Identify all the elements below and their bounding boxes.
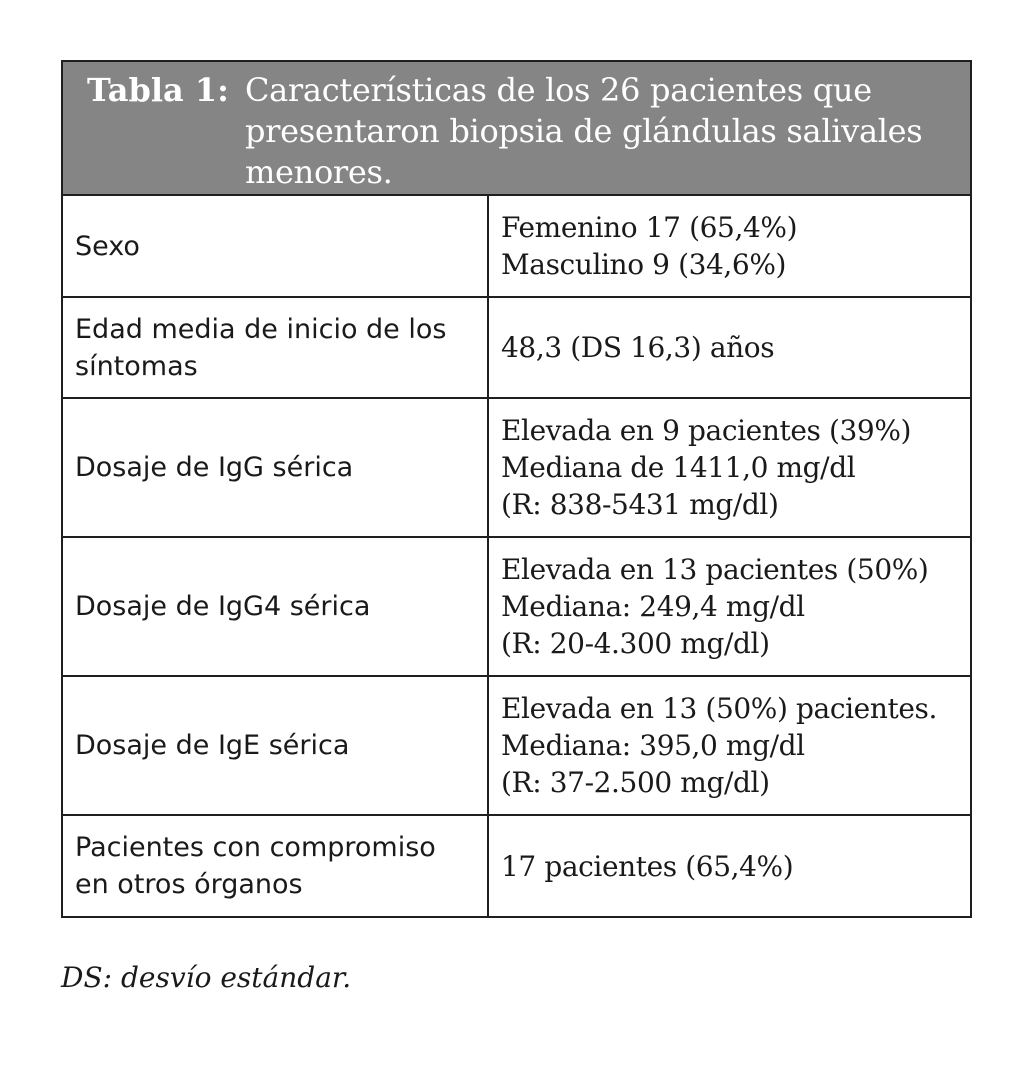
value-line: (R: 838-5431 mg/dl) bbox=[501, 488, 779, 521]
row-label-igg4: Dosaje de IgG4 sérica bbox=[63, 537, 488, 676]
table-row bbox=[63, 815, 970, 916]
table-row bbox=[63, 297, 970, 398]
row-label-organs: Pacientes con compromiso en otros órganos bbox=[63, 815, 488, 916]
row-value-organs bbox=[488, 815, 970, 916]
value-line: Mediana de 1411,0 mg/dl bbox=[501, 451, 856, 484]
row-label-igg: Dosaje de IgG sérica bbox=[63, 398, 488, 537]
value-line: (R: 20-4.300 mg/dl) bbox=[501, 627, 770, 660]
table-row bbox=[63, 196, 970, 297]
value-line: (R: 37-2.500 mg/dl) bbox=[501, 766, 770, 799]
row-value-ige bbox=[488, 676, 970, 815]
characteristics-table bbox=[61, 60, 972, 918]
value-line: Elevada en 9 pacientes (39%) bbox=[501, 414, 912, 447]
value-line: Mediana: 395,0 mg/dl bbox=[501, 729, 805, 762]
value-line: Elevada en 13 pacientes (50%) bbox=[501, 553, 929, 586]
value-line: Mediana: 249,4 mg/dl bbox=[501, 590, 805, 623]
row-value-age bbox=[488, 297, 970, 398]
table-row bbox=[63, 398, 970, 537]
row-label-ige: Dosaje de IgE sérica bbox=[63, 676, 488, 815]
value-line: Masculino 9 (34,6%) bbox=[501, 248, 787, 281]
row-value-igg bbox=[488, 398, 970, 537]
table-row bbox=[63, 676, 970, 815]
value-line: Femenino 17 (65,4%) bbox=[501, 211, 798, 244]
table-body bbox=[63, 196, 970, 916]
row-label-age: Edad media de inicio de los síntomas bbox=[63, 297, 488, 398]
table-caption bbox=[63, 62, 970, 196]
value-line: 17 pacientes (65,4%) bbox=[501, 849, 794, 883]
row-value-igg4 bbox=[488, 537, 970, 676]
table-row bbox=[63, 537, 970, 676]
table-caption-text: Características de los 26 pacientes que presentaron biopsia de glándulas salivales menores. bbox=[244, 71, 923, 191]
table-caption-label: Tabla 1: bbox=[87, 71, 229, 109]
table-footnote: DS: desvío estándar. bbox=[61, 961, 352, 994]
value-line: Elevada en 13 (50%) pacientes. bbox=[501, 692, 937, 725]
value-line: 48,3 (DS 16,3) años bbox=[501, 331, 775, 364]
row-label-sex: Sexo bbox=[63, 196, 488, 297]
row-value-sex bbox=[488, 196, 970, 297]
